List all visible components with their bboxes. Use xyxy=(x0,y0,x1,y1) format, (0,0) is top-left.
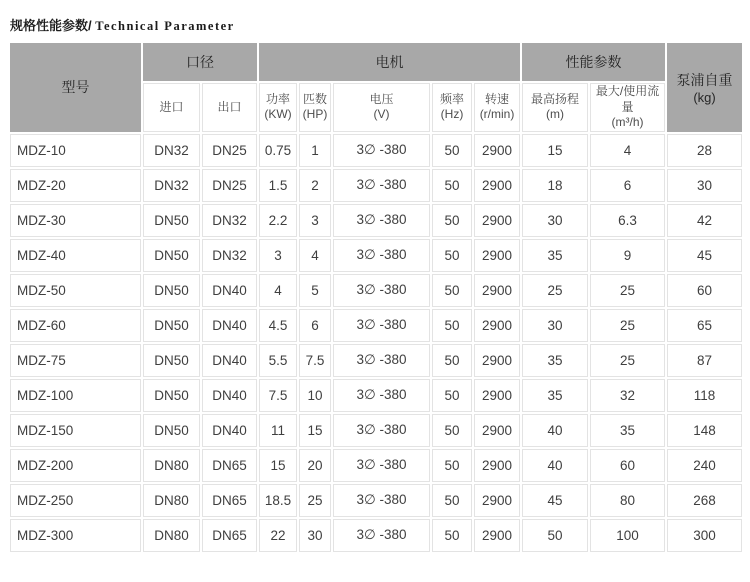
inlet-cell: DN50 xyxy=(143,204,200,237)
inlet-cell: DN80 xyxy=(143,519,200,552)
weight-cell: 240 xyxy=(667,449,742,482)
frequency-cell: 50 xyxy=(432,309,472,342)
flow-cell: 25 xyxy=(590,274,665,307)
power-cell: 1.5 xyxy=(259,169,297,202)
model-cell: MDZ-20 xyxy=(10,169,141,202)
header-pump-weight xyxy=(667,43,742,132)
hp-cell: 10 xyxy=(299,379,331,412)
subheader-max-head: 最高扬程 (m) xyxy=(522,83,588,132)
inlet-cell: DN32 xyxy=(143,134,200,167)
hp-cell: 2 xyxy=(299,169,331,202)
inlet-cell: DN50 xyxy=(143,344,200,377)
frequency-cell: 50 xyxy=(432,169,472,202)
head-cell: 25 xyxy=(522,274,588,307)
model-cell: MDZ-40 xyxy=(10,239,141,272)
outlet-cell: DN40 xyxy=(202,414,257,447)
voltage-cell: 3∅ -380 xyxy=(333,414,430,447)
head-cell: 30 xyxy=(522,309,588,342)
subheader-horsepower: 匹数 (HP) xyxy=(299,83,331,132)
voltage-cell: 3∅ -380 xyxy=(333,484,430,517)
header-pump-weight-unit: (kg) xyxy=(693,89,716,105)
head-cell: 40 xyxy=(522,449,588,482)
frequency-cell: 50 xyxy=(432,449,472,482)
frequency-cell: 50 xyxy=(432,379,472,412)
hp-cell: 5 xyxy=(299,274,331,307)
speed-cell: 2900 xyxy=(474,204,520,237)
weight-cell: 60 xyxy=(667,274,742,307)
model-cell: MDZ-100 xyxy=(10,379,141,412)
power-cell: 15 xyxy=(259,449,297,482)
speed-cell: 2900 xyxy=(474,169,520,202)
flow-cell: 25 xyxy=(590,344,665,377)
inlet-cell: DN50 xyxy=(143,414,200,447)
frequency-cell: 50 xyxy=(432,274,472,307)
outlet-cell: DN25 xyxy=(202,134,257,167)
model-cell: MDZ-300 xyxy=(10,519,141,552)
frequency-cell: 50 xyxy=(432,344,472,377)
page-title xyxy=(10,15,750,34)
subheader-voltage: 电压 (V) xyxy=(333,83,430,132)
table-row xyxy=(10,449,742,482)
frequency-cell: 50 xyxy=(432,134,472,167)
voltage-cell: 3∅ -380 xyxy=(333,379,430,412)
inlet-cell: DN80 xyxy=(143,484,200,517)
model-cell: MDZ-60 xyxy=(10,309,141,342)
table-row xyxy=(10,204,742,237)
table-row xyxy=(10,309,742,342)
outlet-cell: DN65 xyxy=(202,449,257,482)
power-cell: 4.5 xyxy=(259,309,297,342)
table-row xyxy=(10,239,742,272)
weight-cell: 268 xyxy=(667,484,742,517)
voltage-cell: 3∅ -380 xyxy=(333,344,430,377)
table-row xyxy=(10,519,742,552)
model-cell: MDZ-30 xyxy=(10,204,141,237)
frequency-cell: 50 xyxy=(432,484,472,517)
voltage-cell: 3∅ -380 xyxy=(333,169,430,202)
power-cell: 3 xyxy=(259,239,297,272)
frequency-cell: 50 xyxy=(432,239,472,272)
header-group-row xyxy=(10,43,742,81)
flow-cell: 6 xyxy=(590,169,665,202)
head-cell: 45 xyxy=(522,484,588,517)
head-cell: 50 xyxy=(522,519,588,552)
hp-cell: 25 xyxy=(299,484,331,517)
voltage-cell: 3∅ -380 xyxy=(333,239,430,272)
flow-cell: 80 xyxy=(590,484,665,517)
power-cell: 0.75 xyxy=(259,134,297,167)
hp-cell: 30 xyxy=(299,519,331,552)
flow-cell: 32 xyxy=(590,379,665,412)
voltage-cell: 3∅ -380 xyxy=(333,134,430,167)
frequency-cell: 50 xyxy=(432,519,472,552)
power-cell: 18.5 xyxy=(259,484,297,517)
outlet-cell: DN65 xyxy=(202,484,257,517)
flow-cell: 9 xyxy=(590,239,665,272)
weight-cell: 118 xyxy=(667,379,742,412)
model-cell: MDZ-250 xyxy=(10,484,141,517)
model-cell: MDZ-10 xyxy=(10,134,141,167)
outlet-cell: DN40 xyxy=(202,274,257,307)
model-cell: MDZ-75 xyxy=(10,344,141,377)
technical-parameter-table xyxy=(8,41,744,554)
flow-cell: 35 xyxy=(590,414,665,447)
page-title-en: Technical Parameter xyxy=(95,19,235,33)
table-header xyxy=(10,43,742,132)
page-title-zh: 规格性能参数/ xyxy=(10,18,92,33)
hp-cell: 4 xyxy=(299,239,331,272)
power-cell: 4 xyxy=(259,274,297,307)
voltage-cell: 3∅ -380 xyxy=(333,204,430,237)
header-pump-weight-label: 泵浦自重 xyxy=(676,71,733,88)
power-cell: 7.5 xyxy=(259,379,297,412)
head-cell: 35 xyxy=(522,379,588,412)
table-row xyxy=(10,484,742,517)
voltage-cell: 3∅ -380 xyxy=(333,519,430,552)
power-cell: 5.5 xyxy=(259,344,297,377)
head-cell: 18 xyxy=(522,169,588,202)
weight-cell: 28 xyxy=(667,134,742,167)
table-row xyxy=(10,379,742,412)
model-cell: MDZ-200 xyxy=(10,449,141,482)
weight-cell: 65 xyxy=(667,309,742,342)
table-row xyxy=(10,344,742,377)
power-cell: 2.2 xyxy=(259,204,297,237)
inlet-cell: DN50 xyxy=(143,309,200,342)
power-cell: 11 xyxy=(259,414,297,447)
inlet-cell: DN80 xyxy=(143,449,200,482)
subheader-speed: 转速 (r/min) xyxy=(474,83,520,132)
hp-cell: 1 xyxy=(299,134,331,167)
voltage-cell: 3∅ -380 xyxy=(333,309,430,342)
model-cell: MDZ-150 xyxy=(10,414,141,447)
inlet-cell: DN50 xyxy=(143,239,200,272)
speed-cell: 2900 xyxy=(474,414,520,447)
flow-cell: 25 xyxy=(590,309,665,342)
table-row xyxy=(10,414,742,447)
header-model: 型号 xyxy=(10,43,141,132)
hp-cell: 7.5 xyxy=(299,344,331,377)
flow-cell: 60 xyxy=(590,449,665,482)
flow-cell: 4 xyxy=(590,134,665,167)
model-cell: MDZ-50 xyxy=(10,274,141,307)
outlet-cell: DN32 xyxy=(202,239,257,272)
table-row xyxy=(10,274,742,307)
header-performance: 性能参数 xyxy=(522,43,665,81)
hp-cell: 6 xyxy=(299,309,331,342)
speed-cell: 2900 xyxy=(474,344,520,377)
hp-cell: 15 xyxy=(299,414,331,447)
weight-cell: 300 xyxy=(667,519,742,552)
header-motor: 电机 xyxy=(259,43,520,81)
table-row xyxy=(10,169,742,202)
table-row xyxy=(10,134,742,167)
header-caliber: 口径 xyxy=(143,43,257,81)
head-cell: 15 xyxy=(522,134,588,167)
head-cell: 35 xyxy=(522,344,588,377)
outlet-cell: DN40 xyxy=(202,344,257,377)
head-cell: 40 xyxy=(522,414,588,447)
weight-cell: 87 xyxy=(667,344,742,377)
power-cell: 22 xyxy=(259,519,297,552)
inlet-cell: DN50 xyxy=(143,274,200,307)
weight-cell: 30 xyxy=(667,169,742,202)
hp-cell: 3 xyxy=(299,204,331,237)
outlet-cell: DN40 xyxy=(202,309,257,342)
speed-cell: 2900 xyxy=(474,239,520,272)
subheader-inlet: 进口 xyxy=(143,83,200,132)
speed-cell: 2900 xyxy=(474,309,520,342)
hp-cell: 20 xyxy=(299,449,331,482)
speed-cell: 2900 xyxy=(474,484,520,517)
outlet-cell: DN40 xyxy=(202,379,257,412)
voltage-cell: 3∅ -380 xyxy=(333,449,430,482)
inlet-cell: DN32 xyxy=(143,169,200,202)
speed-cell: 2900 xyxy=(474,449,520,482)
frequency-cell: 50 xyxy=(432,204,472,237)
head-cell: 35 xyxy=(522,239,588,272)
frequency-cell: 50 xyxy=(432,414,472,447)
weight-cell: 148 xyxy=(667,414,742,447)
weight-cell: 45 xyxy=(667,239,742,272)
flow-cell: 6.3 xyxy=(590,204,665,237)
speed-cell: 2900 xyxy=(474,274,520,307)
speed-cell: 2900 xyxy=(474,519,520,552)
table-body xyxy=(10,134,742,552)
outlet-cell: DN25 xyxy=(202,169,257,202)
speed-cell: 2900 xyxy=(474,134,520,167)
flow-cell: 100 xyxy=(590,519,665,552)
head-cell: 30 xyxy=(522,204,588,237)
weight-cell: 42 xyxy=(667,204,742,237)
subheader-max-flow: 最大/使用流量 (m³/h) xyxy=(590,83,665,132)
outlet-cell: DN65 xyxy=(202,519,257,552)
outlet-cell: DN32 xyxy=(202,204,257,237)
subheader-outlet: 出口 xyxy=(202,83,257,132)
speed-cell: 2900 xyxy=(474,379,520,412)
subheader-frequency: 频率 (Hz) xyxy=(432,83,472,132)
voltage-cell: 3∅ -380 xyxy=(333,274,430,307)
inlet-cell: DN50 xyxy=(143,379,200,412)
subheader-power: 功率 (KW) xyxy=(259,83,297,132)
